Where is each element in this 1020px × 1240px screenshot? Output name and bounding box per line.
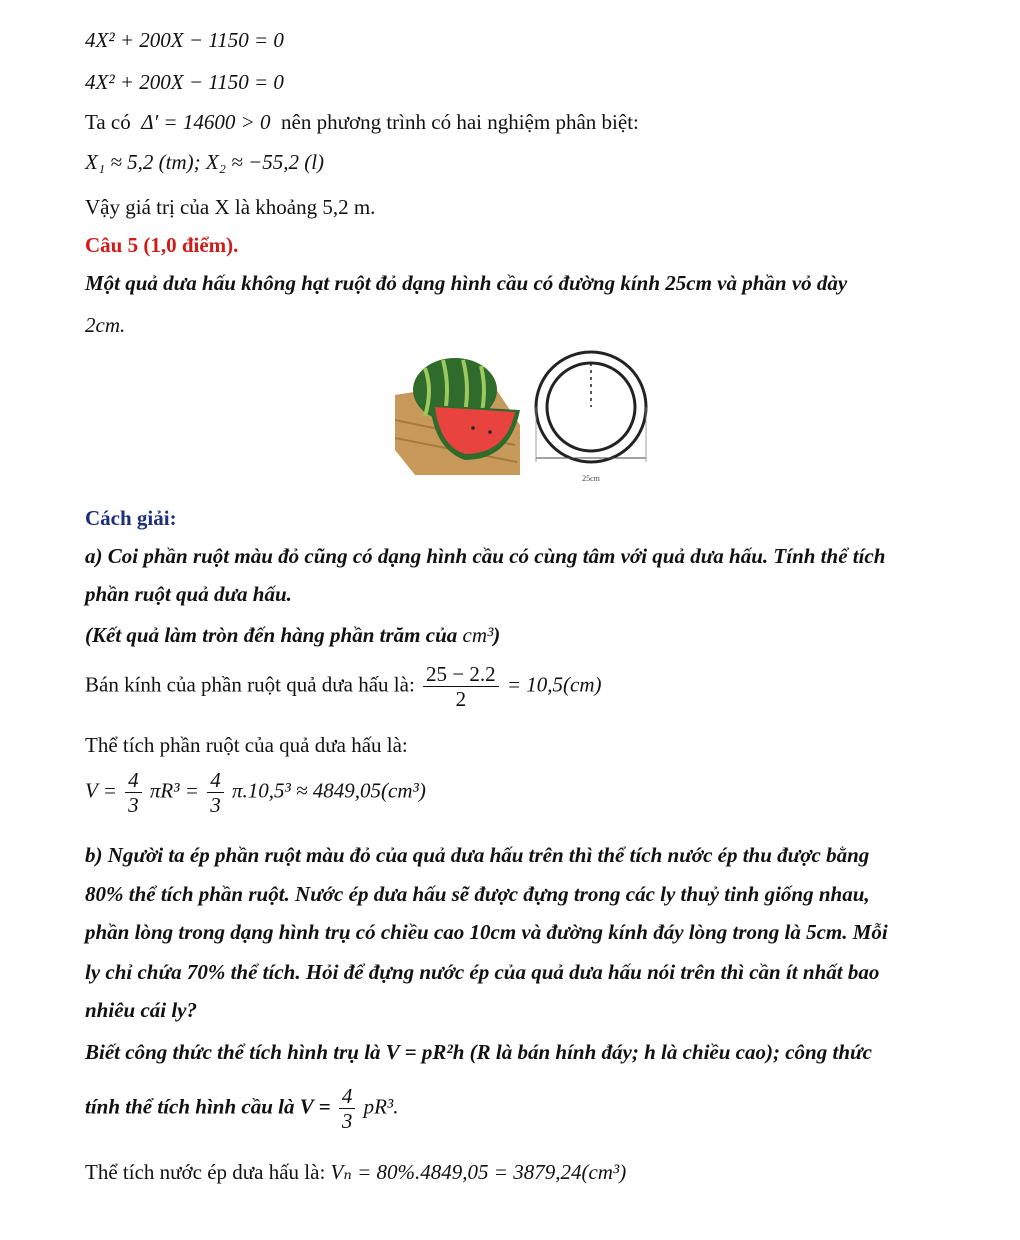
juice-volume-line: Thể tích nước ép dưa hấu là: Vₙ = 80%.4849,05 = 3879,24(cm³)	[85, 1160, 627, 1184]
watermelon-illustration	[395, 350, 650, 490]
question-text-line-1: Một quả dưa hấu không hạt ruột đỏ dạng hình cầu có đường kính 25cm và phần vỏ dày	[85, 271, 848, 295]
roots-line: X₁ ≈ 5,2 (tm); X₂ ≈ −55,2 (l)	[85, 150, 325, 174]
formula-line-2: tính thể tích hình cầu là V = $\frac{4}{3}$ pR³.	[85, 1084, 399, 1134]
delta-line: Ta có Δ′ = 14600 > 0 nên phương trình có hai nghiệm phân biệt:	[85, 110, 639, 134]
formula-line-1: Biết công thức thể tích hình trụ là V = pR²h (R là bán hính đáy; h là chiều cao); công thức	[85, 1040, 872, 1064]
part-a-line-3: (Kết quả làm tròn đến hàng phần trăm của cm³)	[85, 623, 501, 647]
radius-line: Bán kính của phần ruột quả dưa hấu là: $\frac{25 - 2.2}{2}$ = 10,5(cm)	[85, 662, 602, 712]
solution-heading: Cách giải:	[85, 506, 177, 530]
diameter-label: 25cm	[582, 474, 600, 483]
part-b-line-4: ly chỉ chứa 70% thể tích. Hỏi để đựng nước ép của quả dưa hấu nói trên thì cần ít nhất bao	[85, 960, 880, 984]
volume-formula: V = $\frac{4}{3}$ πR³ = $\frac{4}{3}$ π.10,5³ ≈ 4849,05(cm³)	[85, 768, 426, 818]
part-b-line-2: 80% thể tích phần ruột. Nước ép dưa hấu sẽ được đựng trong các ly thuỷ tinh giống nhau,	[85, 882, 870, 906]
question-text-line-2: 2cm.	[85, 313, 126, 337]
equation-2: 4X² + 200X − 1150 = 0	[85, 70, 284, 94]
part-a-line-1: a) Coi phần ruột màu đỏ cũng có dạng hình cầu có cùng tâm với quả dưa hấu. Tính thể tích	[85, 544, 886, 568]
volume-label: Thể tích phần ruột của quả dưa hấu là:	[85, 733, 408, 757]
part-b-line-3: phần lòng trong dạng hình trụ có chiều cao 10cm và đường kính đáy lòng trong là 5cm. Mỗi	[85, 920, 888, 944]
part-a-line-2: phần ruột quả dưa hấu.	[85, 582, 292, 606]
equation-1: 4X² + 200X − 1150 = 0	[85, 28, 284, 52]
question-heading: Câu 5 (1,0 điểm).	[85, 233, 239, 257]
watermelon-figure	[395, 350, 650, 490]
part-b-line-1: b) Người ta ép phần ruột màu đỏ của quả dưa hấu trên thì thể tích nước ép thu được bằng	[85, 843, 870, 867]
part-b-line-5: nhiêu cái ly?	[85, 998, 198, 1022]
conclusion-line: Vậy giá trị của X là khoảng 5,2 m.	[85, 195, 376, 219]
